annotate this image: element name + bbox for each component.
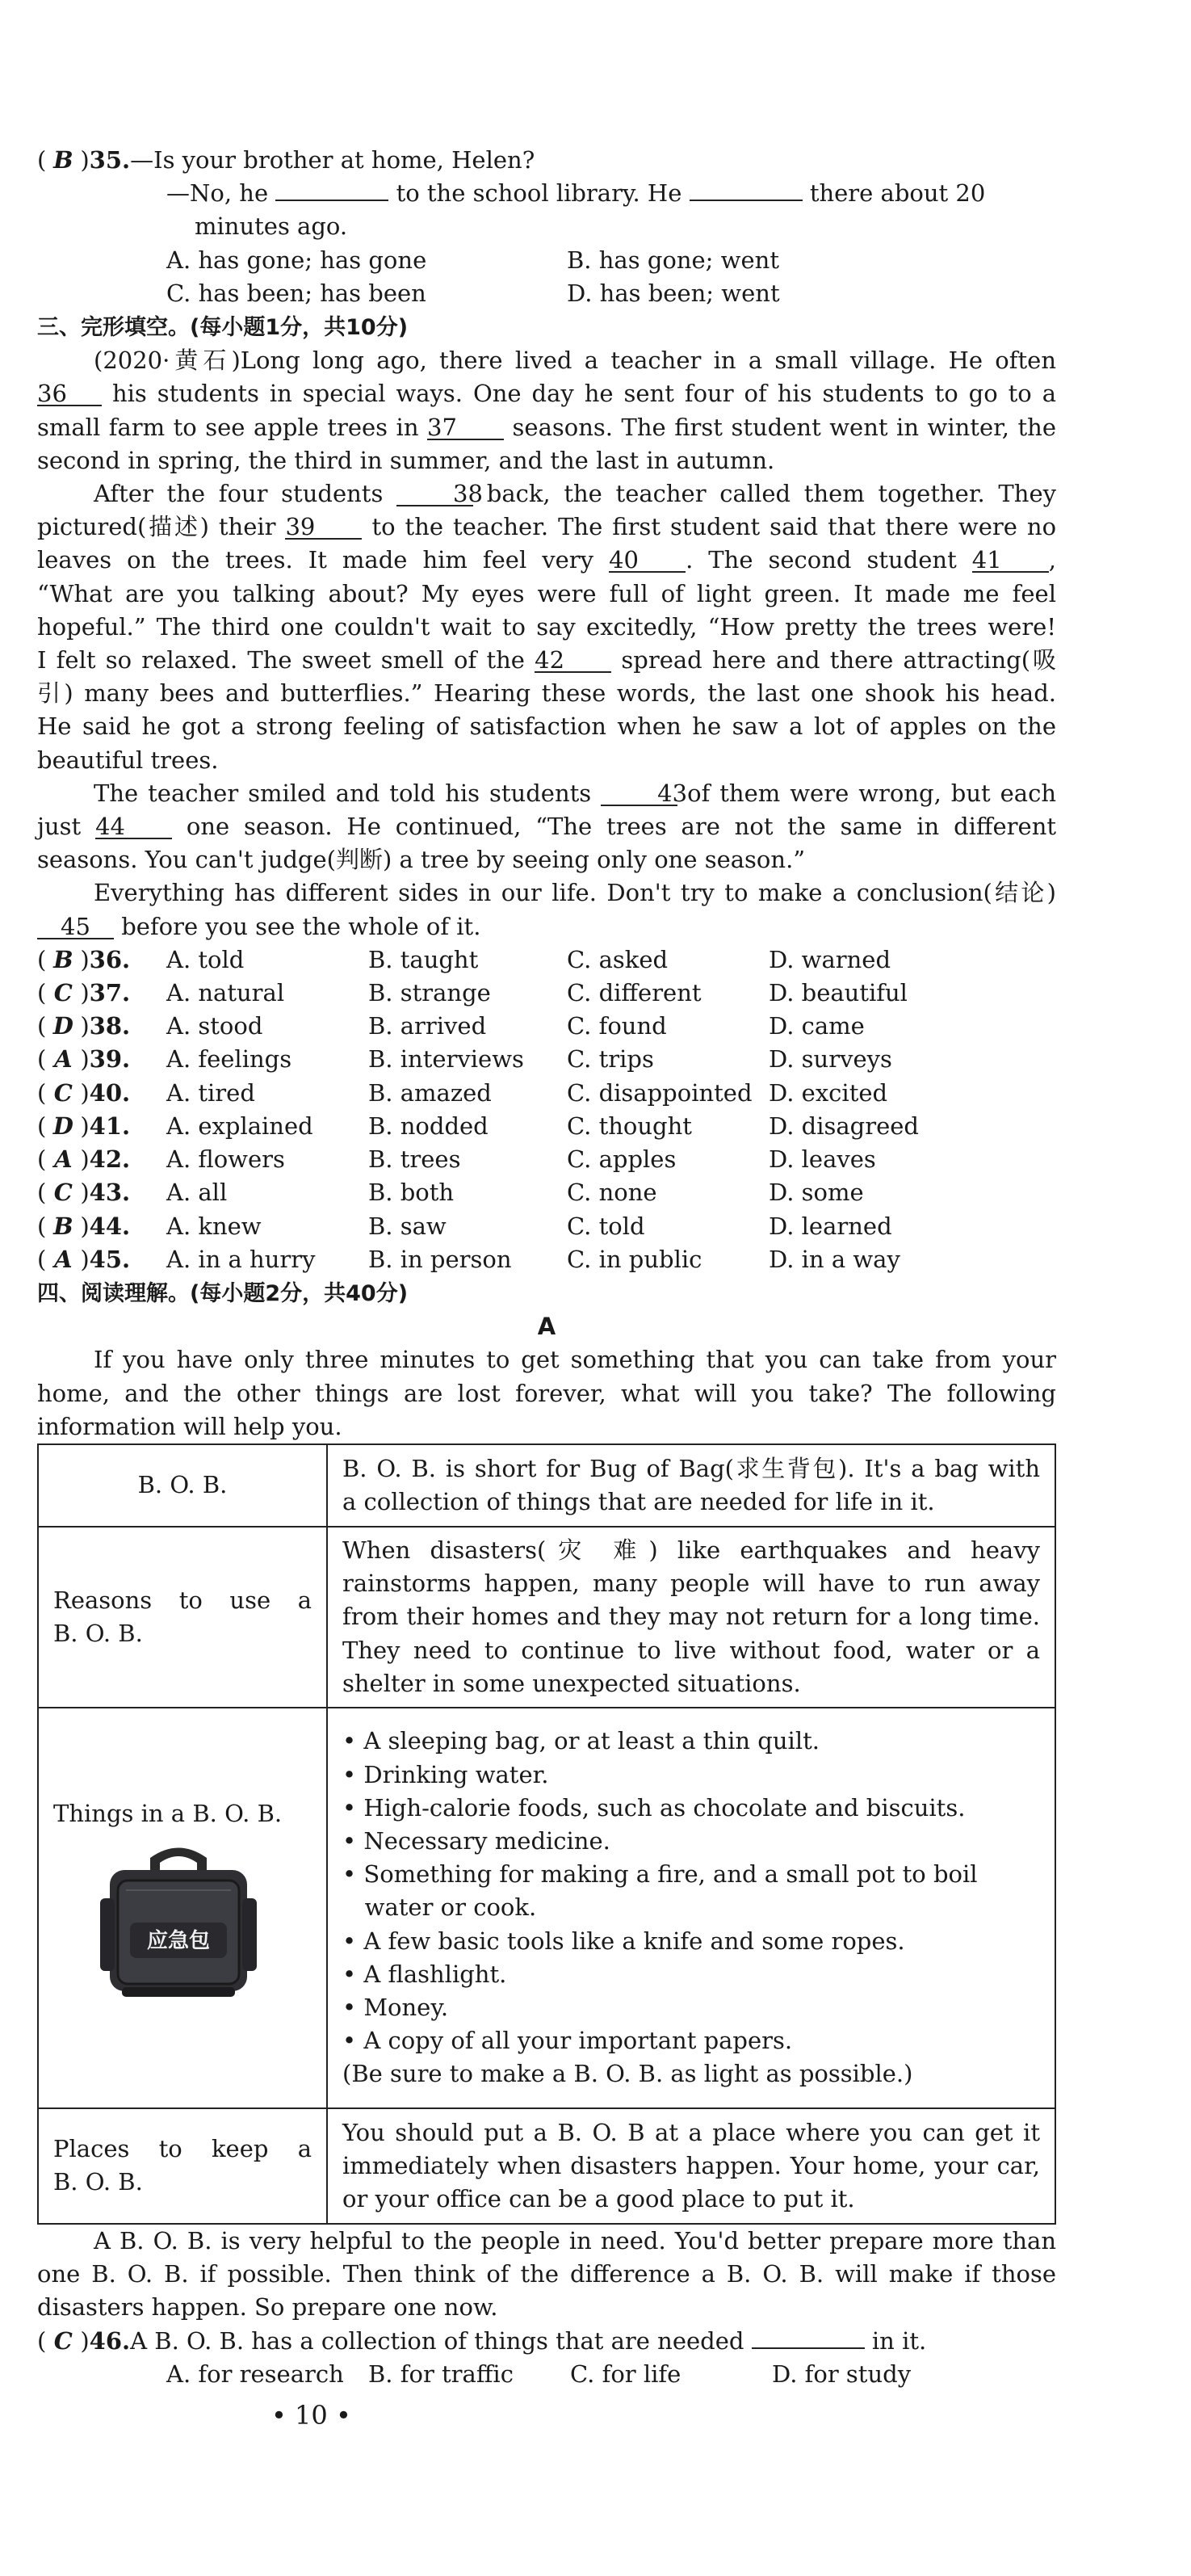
q46-text-a: A B. O. B. has a collection of things that are needed [130, 2326, 744, 2355]
section3-title: 三、完形填空。 [37, 315, 190, 341]
q35-blank-1 [275, 200, 388, 201]
option-c: C. trips [567, 1045, 654, 1074]
cloze-line: “What are you talking about? My eyes were full of light green. It made me feel [37, 579, 1056, 607]
cloze-text: spread here and there attracting(吸 [621, 646, 1057, 674]
reading-intro: home, and the other things are lost forever, what will you take? The following [37, 1379, 1056, 1407]
answer-letter: D [52, 1112, 73, 1140]
reading-intro: If you have only three minutes to get something that you can take from your [94, 1346, 1056, 1374]
q46-number: 46. [89, 2326, 131, 2355]
q35-blank-2 [690, 200, 803, 201]
cloze-line: second in spring, the third in summer, and the last in autumn. [37, 446, 775, 474]
q46-blank [752, 2347, 865, 2349]
list-item: • A few basic tools like a knife and some ropes. [342, 1927, 905, 1955]
cloze-line [37, 777, 1056, 810]
answer-letter: B [53, 1212, 73, 1240]
question-head: ( B )44. [37, 1210, 166, 1243]
option-c: C. in public [567, 1245, 702, 1273]
option-b: B. both [368, 1179, 455, 1207]
cloze-text: Long long ago, there lived a teacher in a small village. He often [240, 347, 1056, 375]
q46-answer: C [53, 2326, 73, 2355]
answer-letter: B [53, 945, 73, 973]
cloze-line [37, 810, 1056, 843]
cell-line: rainstorms happen, many people will have to run away [342, 1570, 1040, 1598]
cell-line: immediately when disasters happen. Your home, your car, [342, 2151, 1040, 2179]
option-c: C. asked [567, 945, 669, 973]
blank-40: 40 [609, 548, 686, 573]
q35-line2 [37, 177, 1056, 210]
option-b: B. strange [368, 979, 491, 1007]
answer-letter: A [54, 1145, 73, 1174]
question-head: ( C )37. [37, 977, 166, 1010]
reading-outro: disasters happen. So prepare one now. [37, 2293, 498, 2322]
row-things-label [38, 1708, 327, 2108]
blank-44: 44 [95, 815, 172, 839]
cloze-question-row [37, 943, 1056, 977]
q35-option-d: D. has been; went [567, 279, 780, 307]
option-d: D. warned [769, 945, 891, 973]
question-number: 38. [89, 1012, 131, 1040]
cloze-line: 引) many bees and butterflies.” Hearing these words, the last one shook his head. [37, 679, 1056, 708]
question-head: ( A )39. [37, 1043, 166, 1076]
question-number: 44. [89, 1212, 131, 1240]
cloze-question-row [37, 1143, 1056, 1176]
list-item: • Something for making a fire, and a small pot to boil [342, 1860, 978, 1889]
question-head: ( C )43. [37, 1176, 166, 1209]
list-item: • A sleeping bag, or at least a thin quilt. [342, 1727, 820, 1755]
cell-line: Places to keep a [53, 2135, 312, 2163]
cloze-line: He said he got a strong feeling of satisfaction when he saw a lot of apples on the [37, 712, 1056, 741]
cloze-text: small farm to see apple trees in [37, 413, 419, 441]
question-number: 36. [89, 945, 131, 973]
question-number: 43. [89, 1179, 131, 1207]
option-d: D. some [769, 1179, 864, 1207]
option-b: B. in person [368, 1245, 512, 1273]
cloze-text: just [37, 813, 82, 841]
q35-options-row1 [37, 244, 1056, 277]
blank-43: 43 [601, 782, 677, 806]
blank-37: 37 [427, 416, 504, 440]
things-note: (Be sure to make a B. O. B. as light as possible.) [342, 2060, 913, 2088]
cloze-question-row [37, 1010, 1056, 1043]
option-d: D. beautiful [769, 979, 908, 1007]
cloze-line [37, 411, 1056, 444]
answer-letter: C [53, 979, 73, 1007]
option-a: A. knew [166, 1212, 262, 1240]
cloze-line [37, 477, 1056, 511]
passage-label: A [537, 1313, 556, 1341]
list-item: • A copy of all your important papers. [342, 2027, 793, 2055]
blank-39: 39 [285, 515, 362, 540]
things-list [342, 1725, 1040, 2057]
cloze-question-row [37, 1043, 1056, 1076]
option-c: C. apples [567, 1145, 677, 1174]
cloze-line [37, 644, 1056, 677]
cloze-line [37, 344, 1056, 377]
cloze-text: . The second student [686, 546, 957, 574]
option-d: D. excited [769, 1078, 888, 1107]
answer-letter: A [54, 1045, 73, 1074]
q35-text-c: there about 20 [809, 179, 986, 208]
option-a: A. in a hurry [166, 1245, 316, 1273]
list-item: water or cook. [342, 1893, 537, 1922]
cloze-question-row [37, 1176, 1056, 1209]
cell-line: or your office can be a good place to put it. [342, 2185, 855, 2213]
q35-option-b: B. has gone; went [567, 246, 779, 274]
q46-option-a: A. for research [166, 2360, 344, 2388]
q35-text-b: to the school library. He [396, 179, 682, 208]
q35-option-a: A. has gone; has gone [166, 246, 427, 274]
table-row [38, 2108, 1055, 2224]
cloze-question-row [37, 1210, 1056, 1243]
cloze-text: before you see the whole of it. [121, 912, 481, 940]
list-item: • A flashlight. [342, 1960, 507, 1988]
q46-text-b: in it. [871, 2326, 927, 2355]
section4-score: (每小题2分，共40分) [190, 1280, 409, 1306]
cloze-text: I felt so relaxed. The sweet smell of the [37, 646, 525, 674]
cloze-question-row [37, 1077, 1056, 1110]
cloze-line: Everything has different sides in our life. Don't try to make a conclusion(结论) [94, 879, 1056, 907]
cloze-text: of them were wrong, but each [687, 779, 1057, 807]
section3-score: (每小题1分，共10分) [190, 315, 409, 341]
option-a: A. explained [166, 1112, 313, 1140]
cloze-text: The teacher smiled and told his students [94, 779, 592, 807]
list-item: • High-calorie foods, such as chocolate and biscuits. [342, 1793, 966, 1822]
option-c: C. thought [567, 1112, 692, 1140]
cloze-line: beautiful trees. [37, 746, 219, 774]
option-b: B. taught [368, 945, 479, 973]
cloze-text: to the teacher. The first student said that there were no [371, 513, 1057, 541]
option-a: A. all [166, 1179, 228, 1207]
blank-45: 45 [37, 915, 114, 939]
cloze-text: After the four students [94, 480, 384, 508]
question-head: ( A )45. [37, 1243, 166, 1276]
option-c: C. disappointed [567, 1078, 753, 1107]
q35-number: 35. [89, 146, 131, 174]
row-things-list [327, 1708, 1055, 2108]
option-a: A. tired [166, 1078, 255, 1107]
answer-letter: A [54, 1245, 73, 1273]
reading-outro: A B. O. B. is very helpful to the people in need. You'd better prepare more than [94, 2226, 1056, 2255]
list-item: • Necessary medicine. [342, 1826, 610, 1855]
reading-intro: information will help you. [37, 1412, 342, 1440]
cloze-questions [37, 943, 1056, 1276]
question-head: ( A )42. [37, 1143, 166, 1176]
worksheet-page [37, 144, 1056, 2432]
q46-stem: ( C )46.A B. O. B. has a collection of things that are needed in it. [37, 2325, 1056, 2358]
cloze-text: his students in special ways. One day he sent four of his students to go to a [111, 380, 1056, 408]
cloze-source: (2020·黄石) [94, 347, 241, 375]
blank-38: 38 [396, 482, 473, 506]
question-number: 42. [89, 1145, 131, 1174]
cloze-line: hopeful.” The third one couldn't wait to say excitedly, “How pretty the trees were! [37, 612, 1056, 641]
q46-option-d: D. for study [772, 2360, 912, 2388]
answer-letter: C [53, 1179, 73, 1207]
table-row [38, 1527, 1055, 1708]
cloze-line [37, 511, 1056, 544]
cell-line: They need to continue to live without food, water or a [342, 1636, 1040, 1664]
blank-42: 42 [535, 649, 611, 673]
q35-line3: minutes ago. [195, 212, 348, 241]
q35-line1: ( B )35.—Is your brother at home, Helen? [37, 144, 1056, 177]
option-c: C. different [567, 979, 702, 1007]
cell-line: from their homes and they may not return for a long time. [342, 1603, 1040, 1631]
cloze-question-row [37, 1110, 1056, 1143]
cloze-line: leaves on the trees. It made him feel very 40 . The second student 41 , [37, 546, 1056, 574]
option-b: B. arrived [368, 1012, 487, 1040]
table-row [38, 1708, 1055, 2108]
option-c: C. none [567, 1179, 657, 1207]
option-a: A. told [166, 945, 245, 973]
question-number: 39. [89, 1045, 131, 1074]
question-number: 37. [89, 979, 131, 1007]
cell-line: shelter in some unexpected situations. [342, 1669, 801, 1697]
question-head: ( D )41. [37, 1110, 166, 1143]
q46-option-b: B. for traffic [368, 2360, 514, 2388]
cloze-text: seasons. The first student went in winter, the [512, 413, 1057, 441]
option-b: B. interviews [368, 1045, 524, 1074]
question-number: 45. [89, 1245, 131, 1273]
option-a: A. natural [166, 979, 285, 1007]
blank-41: 41 [972, 548, 1049, 573]
cell-line: B. O. B. [53, 2168, 143, 2196]
answer-letter: C [53, 1078, 73, 1107]
option-b: B. saw [368, 1212, 447, 1240]
q35-text-a: —No, he [166, 179, 269, 208]
row-places-text [327, 2108, 1055, 2224]
option-c: C. found [567, 1012, 667, 1040]
reading-outro: one B. O. B. if possible. Then think of the difference a B. O. B. will make if those [37, 2260, 1056, 2288]
bob-table [37, 1443, 1056, 2225]
option-d: D. came [769, 1012, 865, 1040]
option-d: D. learned [769, 1212, 892, 1240]
cloze-question-row [37, 977, 1056, 1010]
q35-text: —Is your brother at home, Helen? [130, 146, 535, 174]
cell-line: You should put a B. O. B at a place where you can get it [342, 2118, 1040, 2146]
blank-36: 36 [37, 382, 102, 406]
list-item: • Money. [342, 1993, 449, 2021]
section4-heading [37, 1276, 1056, 1310]
cell-line: When disasters(灾 难) like earthquakes and heavy [342, 1536, 1040, 1564]
answer-letter: D [52, 1012, 73, 1040]
cell-line: B. O. B. [53, 1619, 143, 1647]
option-a: A. feelings [166, 1045, 292, 1074]
page-number: • 10 • [271, 2399, 351, 2431]
section4-title: 四、阅读理解。 [37, 1280, 190, 1306]
backpack-image [94, 1842, 263, 2003]
question-head: ( C )40. [37, 1077, 166, 1110]
q35-option-c: C. has been; has been [166, 279, 426, 307]
row-bob-definition [327, 1444, 1055, 1527]
option-b: B. amazed [368, 1078, 492, 1107]
table-row [38, 1444, 1055, 1527]
cloze-text: back, the teacher called them together. They [486, 480, 1056, 508]
section3-heading [37, 310, 1056, 344]
q46-options [37, 2358, 1056, 2391]
option-d: D. leaves [769, 1145, 876, 1174]
option-d: D. disagreed [769, 1112, 919, 1140]
q35-options-row2 [37, 277, 1056, 310]
cloze-text: leaves on the trees. It made him feel very [37, 546, 594, 574]
question-head: ( B )36. [37, 943, 166, 977]
option-c: C. told [567, 1212, 645, 1240]
row-places-label [38, 2108, 327, 2224]
cell-line: a collection of things that are needed for life in it. [342, 1487, 935, 1515]
q46-option-c: C. for life [570, 2360, 681, 2388]
option-b: B. nodded [368, 1112, 489, 1140]
option-a: A. stood [166, 1012, 263, 1040]
list-item: • Drinking water. [342, 1760, 549, 1788]
cell-line: Things in a B. O. B. [53, 1799, 283, 1827]
row-reasons-text [327, 1527, 1055, 1708]
cloze-line: seasons. You can't judge(判断) a tree by seeing only one season.” [37, 846, 806, 874]
cloze-line [37, 377, 1056, 410]
cloze-question-row [37, 1243, 1056, 1276]
question-number: 41. [89, 1112, 131, 1140]
cloze-text: one season. He continued, “The trees are not the same in different [186, 813, 1057, 841]
q35-answer: B [53, 146, 73, 174]
option-b: B. trees [368, 1145, 461, 1174]
cloze-text: pictured(描述) their [37, 513, 276, 541]
question-head: ( D )38. [37, 1010, 166, 1043]
cloze-line [37, 910, 1056, 943]
question-number: 40. [89, 1078, 131, 1107]
option-d: D. in a way [769, 1245, 900, 1273]
bag-label: 应急包 [146, 1929, 211, 1954]
cell-line: Reasons to use a [53, 1586, 312, 1614]
option-d: D. surveys [769, 1045, 892, 1074]
row-reasons-label [38, 1527, 327, 1708]
cell-line: B. O. B. is short for Bug of Bag(求生背包). It's a bag with [342, 1454, 1040, 1482]
option-a: A. flowers [166, 1145, 285, 1174]
row-bob-label: B. O. B. [38, 1444, 327, 1527]
